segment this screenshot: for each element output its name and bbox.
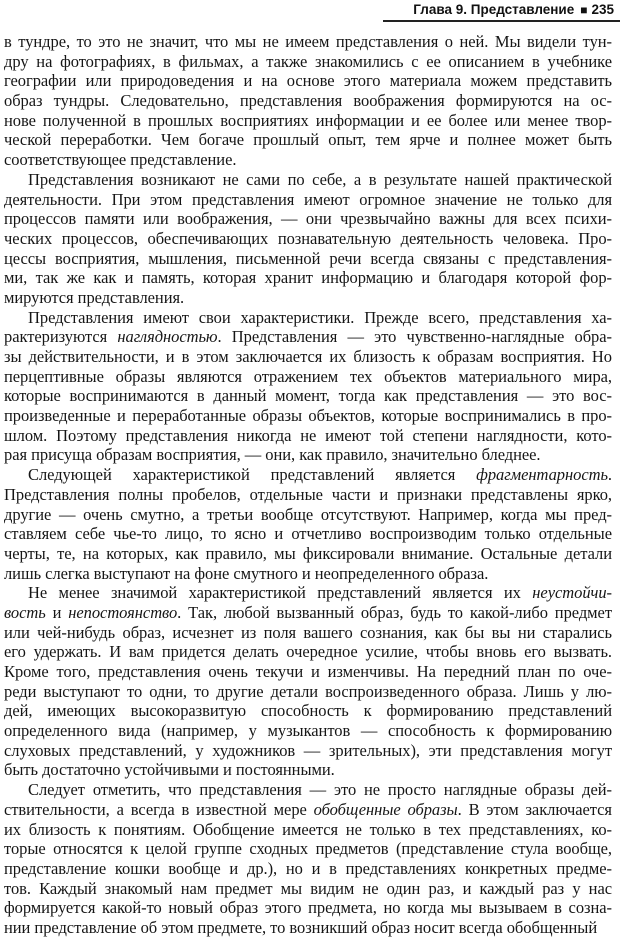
text-line xyxy=(4,898,612,918)
text-segment: Кроме того, представления очень текучи и изменчивы. На передний план по оче- xyxy=(4,662,612,681)
emphasis-text: наглядностью xyxy=(117,327,218,347)
running-header xyxy=(413,1,614,19)
text-segment: рая присуща образам восприятия, — они, как правило, значительно бледнее. xyxy=(4,445,541,465)
text-segment: нове полученной в прошлых восприятиях информации и ее более или менее твор- xyxy=(4,110,612,130)
text-segment: шлом. Поэтому представления никогда не имеют той степени наглядности, кото- xyxy=(4,425,612,445)
paragraph xyxy=(4,170,612,308)
text-line xyxy=(4,249,612,269)
text-segment: ми, так же как и память, которая хранит информацию и благодаря которой фор- xyxy=(4,268,612,288)
text-segment: лишь слегка выступают на фоне смутного и неопределенного образа. xyxy=(4,563,489,583)
text-segment: слуховых представлений, у художников — зрительных), эти представления могут xyxy=(4,740,612,760)
text-segment: Представления полны пробелов, отдельные части и признаки представлены ярко, xyxy=(4,484,612,504)
text-line xyxy=(4,426,612,446)
text-segment: представление кошки вообще и др.), но и в представлениях конкретных предме- xyxy=(4,858,612,878)
emphasis-text: обобщенные образы xyxy=(313,799,458,819)
text-segment: Представления возникают не сами по себе, а в результате нашей практической xyxy=(28,169,612,189)
text-segment: или чей-нибудь образ, исчезнет из поля вашего сознания, как бы вы ни старались xyxy=(4,622,612,642)
text-line xyxy=(4,229,612,249)
text-segment: цессы восприятия, мышления, письменной речи всегда связаны с представления- xyxy=(4,248,612,268)
text-line xyxy=(4,150,612,170)
text-line xyxy=(4,52,612,72)
text-segment: нии представление об этом предмете, то возникший образ носит всегда обобщенный xyxy=(4,917,598,937)
text-segment: . Представления — это чувственно-наглядные обра- xyxy=(217,327,612,347)
text-segment: перцептивные образы являются отражением тех объектов материального мира, xyxy=(4,366,612,386)
text-line xyxy=(4,386,612,406)
text-line xyxy=(4,505,612,525)
text-line xyxy=(4,524,612,544)
text-segment: образ тундры. Следовательно, представления воображения формируются на ос- xyxy=(4,91,612,111)
text-segment: тов. Каждый знакомый нам предмет мы видим не один раз, и каждый раз у нас xyxy=(4,878,612,898)
paragraph xyxy=(4,583,612,780)
text-segment: . Так, любой вызванный образ, будь то какой-либо предмет xyxy=(177,602,612,622)
text-line xyxy=(4,800,612,820)
text-line xyxy=(4,111,612,131)
text-segment: ческих процессов, обеспечивающих познавательную деятельность человека. Про- xyxy=(4,228,612,248)
text-segment: которые воспринимаются в данный момент, тогда как представления — это вос- xyxy=(4,386,612,406)
text-segment: в тундре, то это не значит, что мы не имеем представления о ней. Мы видели тун- xyxy=(4,32,612,51)
text-line xyxy=(4,288,612,308)
text-line xyxy=(4,662,612,682)
text-line xyxy=(4,682,612,702)
text-segment: быть достаточно устойчивыми и постоянными. xyxy=(4,760,335,780)
text-line xyxy=(4,701,612,721)
text-line xyxy=(4,642,612,662)
text-segment: дру на фотографиях, в фильмах, а также знакомились с ее описанием в учебнике xyxy=(4,51,612,71)
text-segment: географии или природоведения и на основе этого материала можем представить xyxy=(4,71,612,91)
text-line xyxy=(4,859,612,879)
text-line xyxy=(4,91,612,111)
text-line xyxy=(4,583,612,603)
header-rule xyxy=(383,20,620,22)
text-line xyxy=(4,327,612,347)
text-line xyxy=(4,780,612,800)
text-line xyxy=(4,820,612,840)
text-line xyxy=(4,308,612,328)
text-line xyxy=(4,445,612,465)
text-line xyxy=(4,190,612,210)
text-line xyxy=(4,623,612,643)
text-segment: зы действительности, и в этом заключается их близость к образам восприятия. Но xyxy=(4,347,612,366)
emphasis-text: непостоянство xyxy=(68,602,178,622)
emphasis-text: вость xyxy=(4,602,46,622)
text-line xyxy=(4,209,612,229)
text-segment: другие — очень смутно, а третьи вообще отсутствуют. Например, когда мы пред- xyxy=(4,504,612,524)
text-segment: рактеризуются xyxy=(4,327,118,347)
paragraph xyxy=(4,308,612,466)
text-segment: и xyxy=(45,602,69,622)
text-line xyxy=(4,879,612,899)
text-segment: Следует отметить, что представления — это не просто наглядные образы дей- xyxy=(28,780,612,800)
paragraph xyxy=(4,32,612,170)
text-segment: реди выступают то одни, то другие детали воспроизведенного образа. Лишь у лю- xyxy=(4,681,612,701)
text-segment: . xyxy=(607,465,612,485)
text-line xyxy=(4,760,612,780)
text-line xyxy=(4,544,612,564)
page-number: 235 xyxy=(591,2,614,17)
text-segment: соответствующее представление. xyxy=(4,150,237,170)
text-segment: мируются представления. xyxy=(4,287,185,307)
square-marker-icon: ■ xyxy=(580,3,588,17)
text-line xyxy=(4,347,612,367)
text-line xyxy=(4,603,612,623)
text-line xyxy=(4,71,612,91)
text-segment: их близость к понятиям. Обобщение имеется не только в тех представлениях, ко- xyxy=(4,819,612,839)
text-line xyxy=(4,918,612,938)
text-segment: его удержать. И вам придется делать очередное усилие, чтобы вновь его вызвать. xyxy=(4,642,612,662)
text-segment: деятельности. При этом представления имеют огромное значение не только для xyxy=(4,189,612,209)
text-segment: ствительности, а всегда в известной мере xyxy=(4,799,314,819)
text-line xyxy=(4,564,612,584)
text-line xyxy=(4,268,612,288)
text-line xyxy=(4,32,612,52)
text-segment: определенного вида (например, у музыкантов — способность к формированию xyxy=(4,721,612,741)
text-line xyxy=(4,839,612,859)
text-segment: ставляем себе чье-то лицо, то ясно и отчетливо воспроизводим только отдельные xyxy=(4,524,612,544)
text-line xyxy=(4,406,612,426)
text-segment: процессов памяти или воображения, — они чрезвычайно важны для всех психи- xyxy=(4,209,612,229)
text-line xyxy=(4,465,612,485)
text-line xyxy=(4,170,612,190)
paragraph xyxy=(4,465,612,583)
text-segment: ческой переработки. Чем богаче прошлый опыт, тем ярче и полнее может быть xyxy=(4,130,612,150)
text-segment: торые относятся к целой группе сходных предметов (представление стула вообще, xyxy=(4,839,612,859)
emphasis-text: неустойчи- xyxy=(532,583,612,603)
text-segment: . В этом заключается xyxy=(457,799,612,819)
text-line xyxy=(4,130,612,150)
text-line xyxy=(4,741,612,761)
text-line xyxy=(4,367,612,387)
text-line xyxy=(4,485,612,505)
text-line xyxy=(4,721,612,741)
text-segment: черты, те, на которых, как правило, мы фиксировали внимание. Остальные детали xyxy=(4,543,612,563)
text-segment: формируется какой-то новый образ этого предмета, но когда мы вызываем в созна- xyxy=(4,898,612,918)
text-segment: Не менее значимой характеристикой представлений является их xyxy=(28,583,533,603)
chapter-title: Глава 9. Представление xyxy=(413,2,575,17)
body-text xyxy=(4,32,612,938)
text-segment: дей, имеющих высокоразвитую способность к формированию представлений xyxy=(4,701,612,721)
text-segment: произведенные и переработанные образы объектов, которые воспринимались в про- xyxy=(4,406,612,426)
text-segment: Представления имеют свои характеристики. Прежде всего, представления ха- xyxy=(28,307,612,327)
text-segment: Следующей характеристикой представлений является xyxy=(28,465,477,485)
paragraph xyxy=(4,780,612,938)
emphasis-text: фрагментарность xyxy=(476,465,608,485)
